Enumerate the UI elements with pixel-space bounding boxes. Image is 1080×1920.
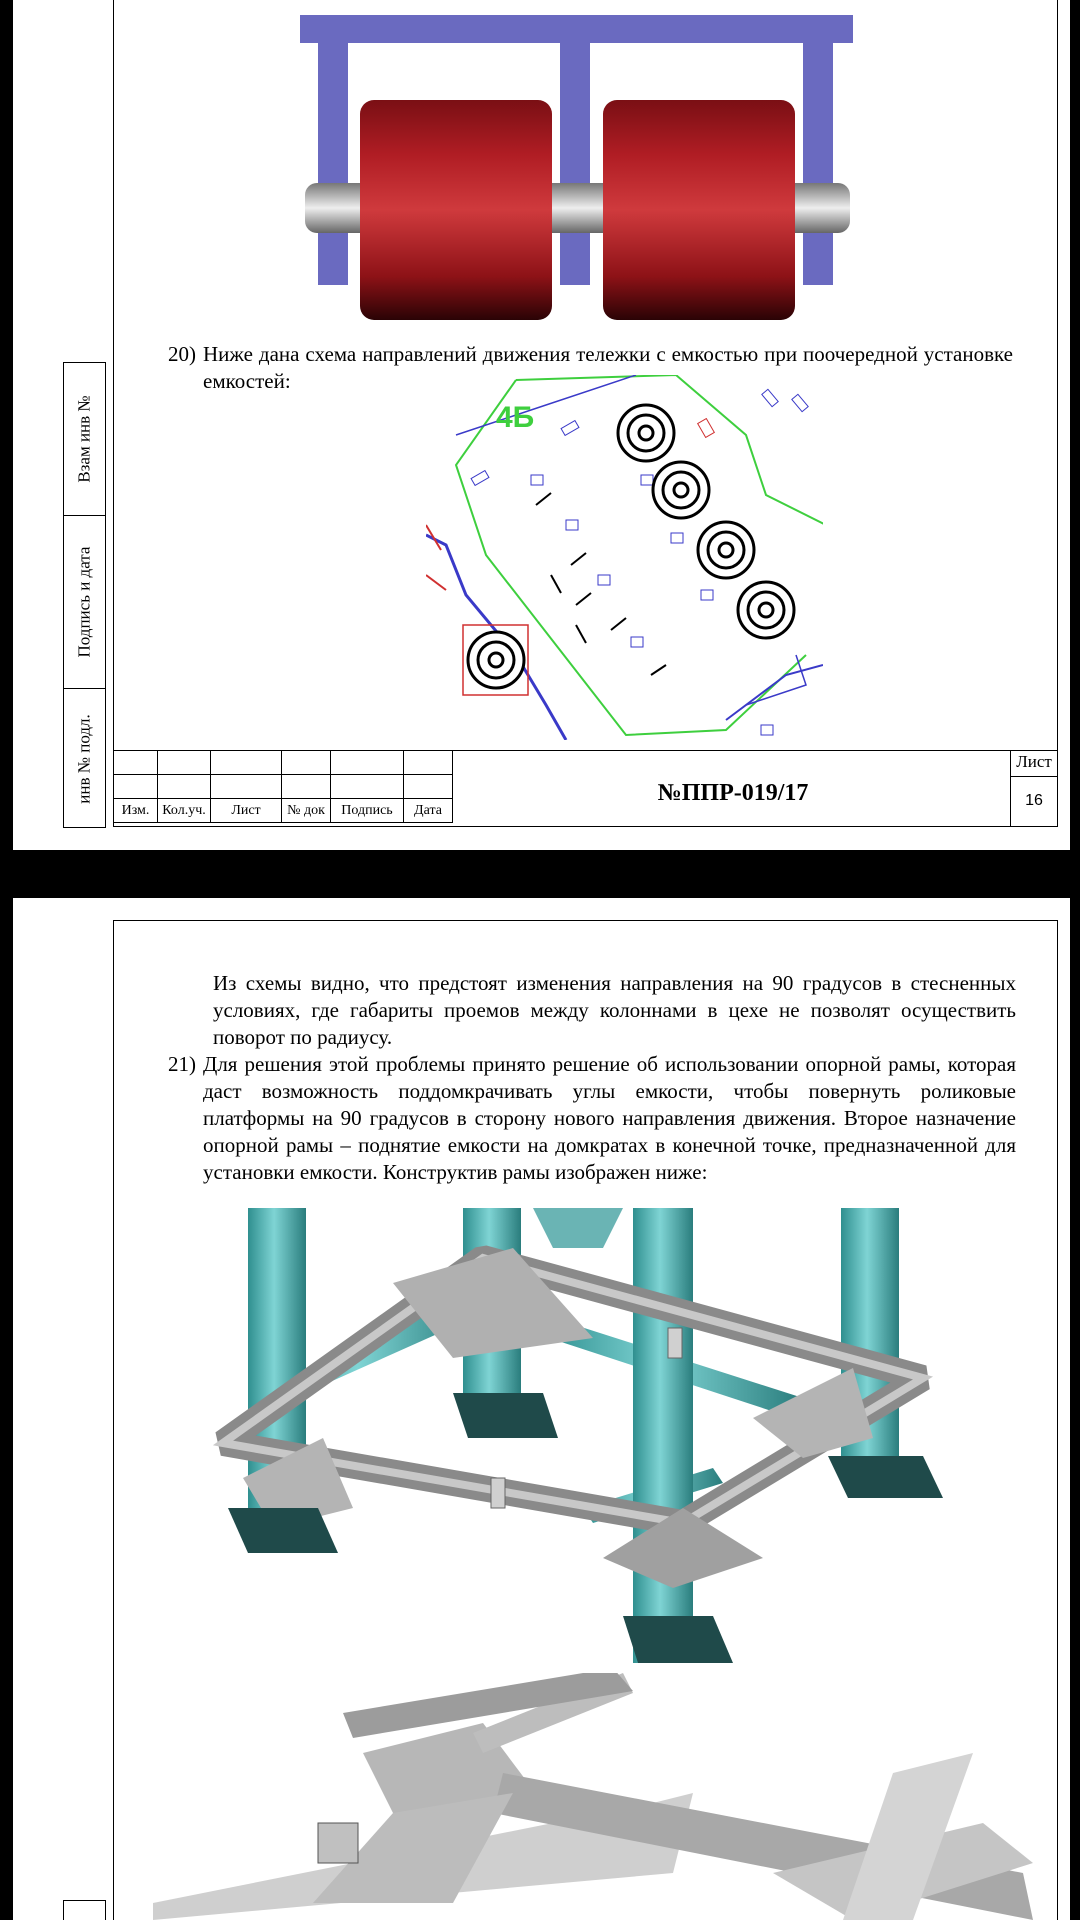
col-doc: № док [282, 799, 331, 823]
item-21-number: 21) [168, 1052, 196, 1076]
side-stamp-strip [63, 362, 106, 828]
sheet-number: 16 [1025, 792, 1043, 809]
sheet-label: Лист [1016, 752, 1052, 771]
movement-scheme-drawing [426, 375, 823, 740]
col-signature: Подпись [331, 799, 404, 823]
document-number: №ППР-019/17 [657, 780, 809, 806]
item-20-text: Ниже дана схема направлений движения тележки с емкостью при поочередной установке емкостей: [203, 342, 1013, 393]
side-cell-replace-inv: Взам инв № [64, 363, 105, 516]
side-cell-original-inv: инв № подл. [74, 714, 94, 804]
document-page-17 [13, 898, 1070, 1920]
col-date: Дата [404, 799, 453, 823]
roller-platform-drawing [283, 0, 873, 330]
scheme-label-4b: 4Б [496, 401, 535, 434]
frame-detail-render [153, 1673, 1058, 1920]
revision-table [113, 750, 453, 823]
col-change: Изм. [114, 799, 158, 823]
support-frame-render [153, 1208, 953, 1673]
side-cell-signature-date: Подпись и дата [64, 516, 105, 689]
item-20-number: 20) [168, 342, 196, 366]
side-stamp-strip [63, 1900, 106, 1920]
document-page-16 [13, 0, 1070, 850]
col-sheet: Лист [211, 799, 282, 823]
schema-conclusion-text: Из схемы видно, что предстоят изменения направления на 90 градусов в стесненных условиях, где габариты проемов между колоннами в цехе не позволят осуществить поворот по радиусу. [213, 971, 1016, 1049]
col-qty: Кол.уч. [158, 799, 211, 823]
item-21-text: Для решения этой проблемы принято решение об использовании опорной рамы, которая даст возможность поддомкрачивать углы емкости, чтобы повернуть роликовые платформы на 90 градусов в сторону нового направления движения. Второе назначение опорной рамы – поднятие емкости на домкратах в конечной точке, предназначенной для установки емкости. Конструктив рамы изображен ниже: [203, 1052, 1016, 1184]
